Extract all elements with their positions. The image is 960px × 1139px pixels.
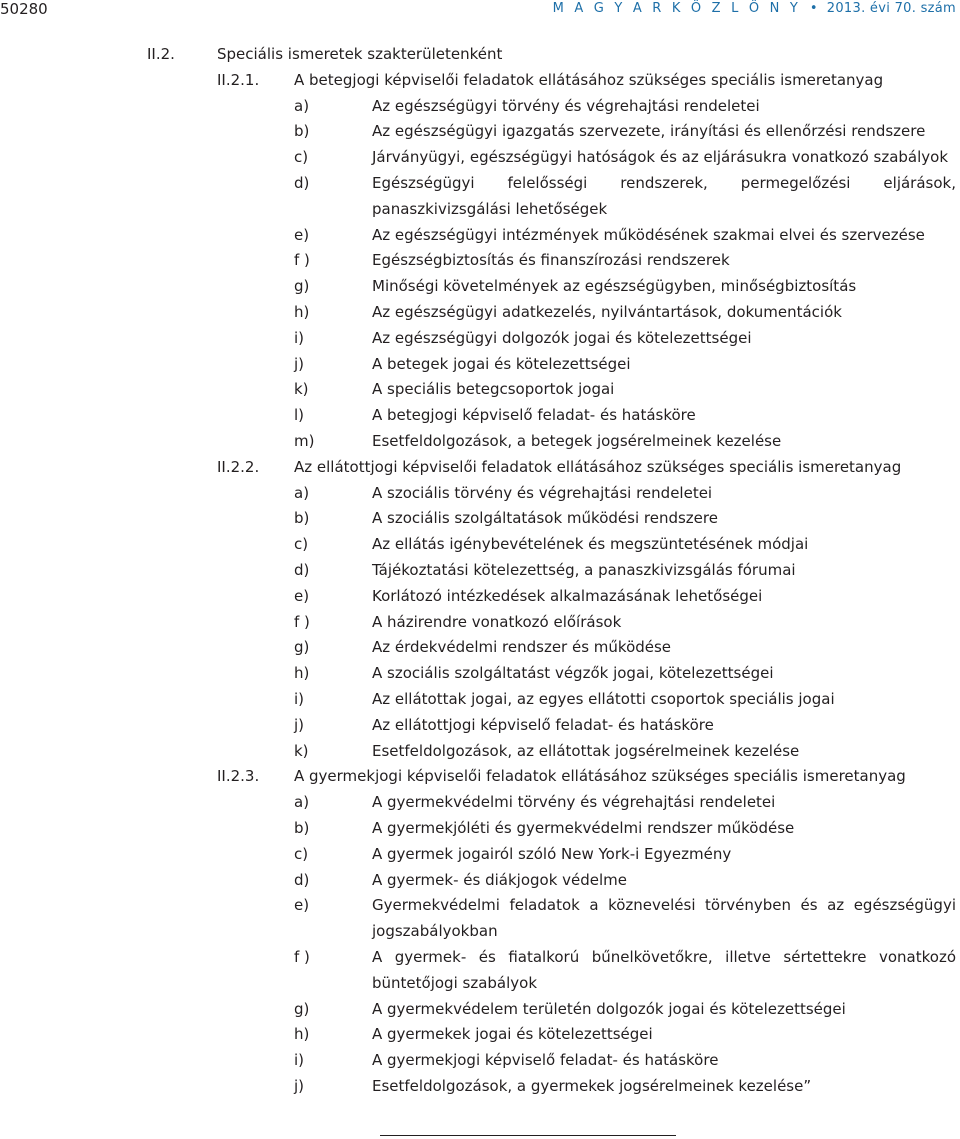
list-item-text: A házirendre vonatkozó előírások	[372, 612, 622, 631]
list-item-text: panaszkivizsgálási lehetőségek	[372, 199, 608, 218]
subsection-title: Az ellátottjogi képviselői feladatok ellátásához szükséges speciális ismeretanyag	[294, 457, 902, 476]
list-item-text: Gyermekvédelmi feladatok a köznevelési törvényben és az egészségügyi	[372, 896, 956, 915]
list-item-letter: e)	[294, 225, 310, 244]
list-item-text: Az egészségügyi intézmények működésének szakmai elvei és szervezése	[372, 225, 925, 244]
list-item-letter: j)	[294, 1077, 305, 1095]
list-item-text: A gyermekek jogai és kötelezettségei	[372, 1025, 653, 1044]
subsection-title: A betegjogi képviselői feladatok ellátásához szükséges speciális ismeretanyag	[294, 70, 884, 89]
list-item-letter: i)	[294, 328, 305, 347]
footer-rule	[380, 1135, 676, 1136]
list-item-text: A speciális betegcsoportok jogai	[372, 380, 615, 399]
list-item-text: Esetfeldolgozások, a betegek jogsérelmeinek kezelése	[372, 432, 782, 450]
list-item-letter: k)	[294, 380, 309, 399]
subsection-number: II.2.2.	[217, 457, 260, 476]
list-item-text: Az ellátottak jogai, az egyes ellátotti csoportok speciális jogai	[372, 690, 835, 708]
list-item-letter: h)	[294, 664, 310, 683]
list-item-text: A gyermekjogi képviselő feladat- és hatásköre	[372, 1051, 719, 1070]
header-bullet: •	[805, 1, 823, 16]
list-item-letter: h)	[294, 1025, 310, 1044]
list-item-text: Az egészségügyi adatkezelés, nyilvántartások, dokumentációk	[372, 303, 842, 321]
list-item-text: A gyermekjóléti és gyermekvédelmi rendszer működése	[372, 819, 795, 837]
list-item-letter: m)	[294, 432, 315, 450]
page-number: 50280	[0, 0, 48, 18]
list-item-letter: j)	[294, 354, 305, 373]
list-item-letter: i)	[294, 690, 305, 708]
subsection-title: A gyermekjogi képviselői feladatok ellátásához szükséges speciális ismeretanyag	[294, 767, 906, 786]
list-item-text: A betegek jogai és kötelezettségei	[372, 354, 631, 373]
list-item-text: A szociális szolgáltatások működési rendszere	[372, 509, 718, 528]
list-item-letter: d)	[294, 174, 310, 192]
list-item-text: Egészségügyi felelősségi rendszerek, permegelőzési eljárások,	[372, 174, 956, 192]
list-item-text: Esetfeldolgozások, a gyermekek jogsérelmeinek kezelése”	[372, 1077, 812, 1095]
list-item-letter: d)	[294, 870, 310, 889]
subsection-number: II.2.1.	[217, 70, 260, 89]
list-item-text: Az egészségügyi dolgozók jogai és kötelezettségei	[372, 328, 752, 347]
list-item-text: A betegjogi képviselő feladat- és hatásköre	[372, 406, 696, 425]
list-item-letter: i)	[294, 1051, 305, 1070]
list-item-text: Tájékoztatási kötelezettség, a panaszkivizsgálás fórumai	[372, 561, 796, 579]
list-item-letter: b)	[294, 509, 310, 528]
list-item-letter: e)	[294, 896, 310, 915]
list-item-letter: f )	[294, 948, 310, 966]
section-number: II.2.	[147, 45, 175, 63]
subsection-number: II.2.3.	[217, 767, 260, 786]
list-item-text: büntetőjogi szabályok	[372, 973, 538, 992]
list-item-letter: c)	[294, 535, 309, 554]
list-item-text: Egészségbiztosítás és finanszírozási rendszerek	[372, 251, 730, 270]
list-item-letter: j)	[294, 715, 305, 734]
list-item-text: Az ellátottjogi képviselő feladat- és hatásköre	[372, 715, 714, 734]
list-item-text: Korlátozó intézkedések alkalmazásának lehetőségei	[372, 586, 763, 605]
list-item-letter: c)	[294, 148, 309, 167]
list-item-text: Az érdekvédelmi rendszer és működése	[372, 638, 672, 657]
list-item-text: A gyermekvédelem területén dolgozók jogai és kötelezettségei	[372, 999, 846, 1018]
list-item-letter: g)	[294, 999, 310, 1018]
list-item-text: A gyermek- és fiatalkorú bűnelkövetőkre, illetve sértettekre vonatkozó	[372, 948, 956, 966]
journal-header	[553, 1, 956, 17]
list-item-letter: c)	[294, 844, 309, 863]
list-item-letter: f )	[294, 251, 310, 270]
list-item-text: A gyermek- és diákjogok védelme	[372, 870, 628, 889]
list-item-letter: g)	[294, 277, 310, 296]
list-item-text: jogszabályokban	[372, 922, 498, 941]
list-item-letter: b)	[294, 819, 310, 837]
list-item-letter: a)	[294, 793, 310, 812]
list-item-letter: k)	[294, 741, 309, 760]
list-item-text: Járványügyi, egészségügyi hatóságok és az eljárásukra vonatkozó szabályok	[372, 148, 949, 167]
list-item-text: A gyermek jogairól szóló New York-i Egyezmény	[372, 844, 732, 863]
list-item-text: Minőségi követelmények az egészségügyben, minőségbiztosítás	[372, 277, 857, 296]
list-item-text: Esetfeldolgozások, az ellátottak jogsérelmeinek kezelése	[372, 741, 800, 760]
list-item-letter: f )	[294, 612, 310, 631]
list-item-text: Az egészségügyi igazgatás szervezete, irányítási és ellenőrzési rendszere	[372, 122, 926, 141]
list-item-letter: e)	[294, 586, 310, 605]
section-title: Speciális ismeretek szakterületenként	[217, 45, 503, 63]
list-item-text: A gyermekvédelmi törvény és végrehajtási rendeletei	[372, 793, 776, 812]
list-item-letter: a)	[294, 96, 310, 115]
list-item-letter: d)	[294, 561, 310, 579]
list-item-text: Az ellátás igénybevételének és megszüntetésének módjai	[372, 535, 809, 554]
list-item-letter: l)	[294, 406, 305, 425]
issue-label: 2013. évi 70. szám	[826, 1, 956, 16]
list-item-letter: a)	[294, 483, 310, 502]
list-item-letter: b)	[294, 122, 310, 141]
list-item-text: A szociális szolgáltatást végzők jogai, kötelezettségei	[372, 664, 774, 683]
journal-name: M A G Y A R K Ö Z L Ö N Y	[552, 1, 802, 16]
list-item-letter: g)	[294, 638, 310, 657]
list-item-text: Az egészségügyi törvény és végrehajtási rendeletei	[372, 96, 760, 115]
list-item-letter: h)	[294, 303, 310, 321]
list-item-text: A szociális törvény és végrehajtási rendeletei	[372, 483, 713, 502]
